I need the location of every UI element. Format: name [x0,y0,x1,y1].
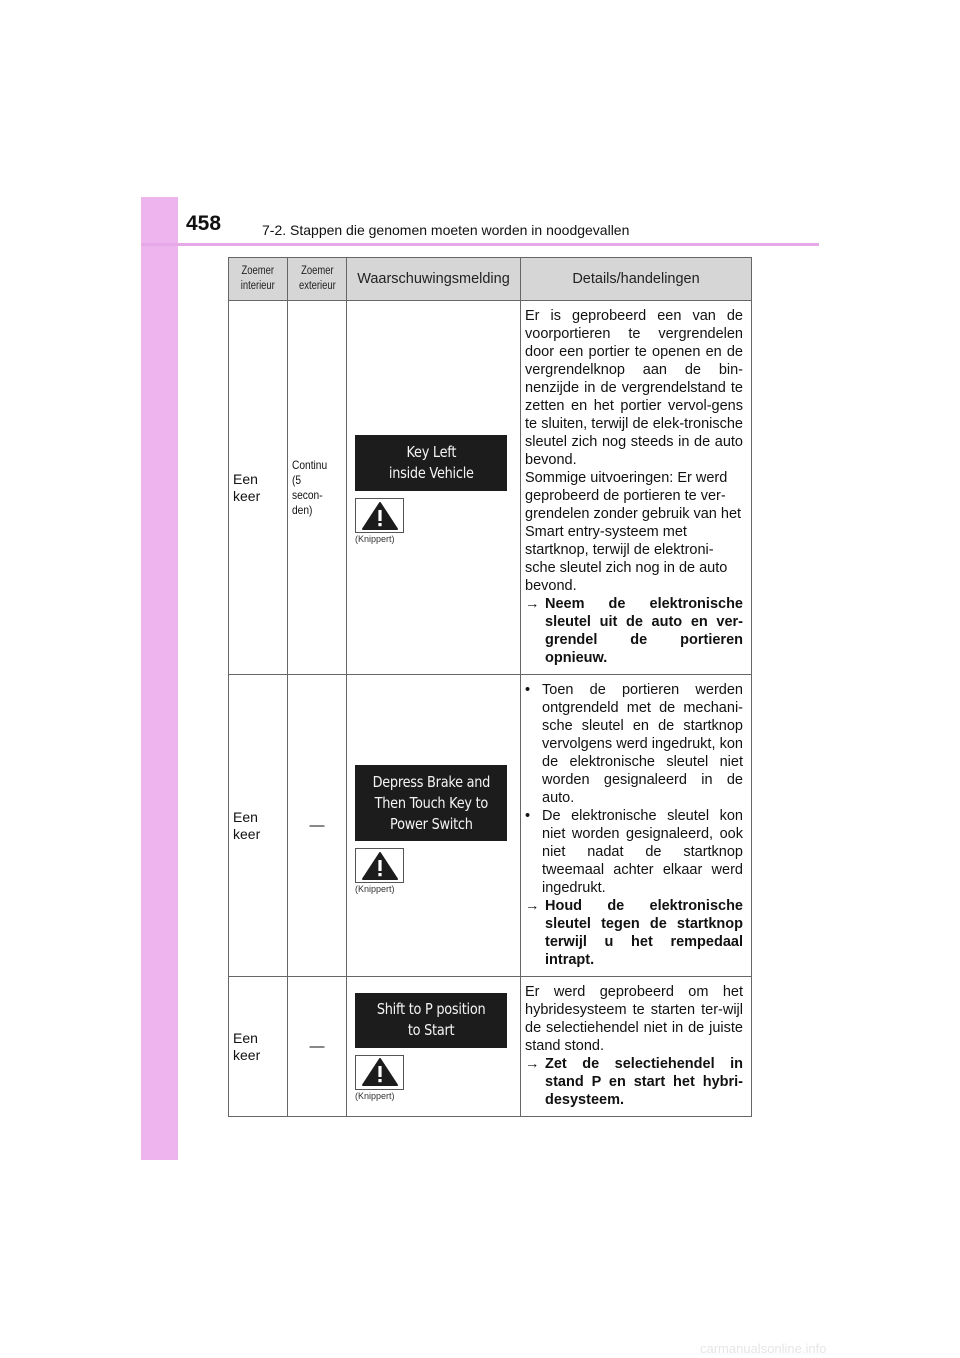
warning-triangle-icon [355,498,404,533]
table-header-row [229,258,752,301]
display-message: Shift to P position to Start [355,993,507,1048]
list-item: • Toen de portieren werden ontgrendeld met de mechani-sche sleutel en de startknop vervolgens werd ingedrukt, kon de elektronische sleutel niet worden gesignaleerd in de auto. [525,682,743,806]
display-message: Depress Brake and Then Touch Key to Power Switch [355,765,507,841]
header-rule [141,243,819,246]
buzzer-exterior-cell: — [288,675,347,977]
blink-caption: (Knippert) [355,1090,395,1101]
details-text-variant: Sommige uitvoeringen: Er werd geprobeerd de portieren te ver-grendelen zonder gebruik van het Smart entry-systeem met startknop, terwijl de elektroni-sche sleutel zich nog in de auto bevond. [525,470,742,594]
header-message: Waarschuwingsmelding [347,258,521,301]
list-item: • De elektronische sleutel kon niet worden gesignaleerd, ook niet nadat de startknop tweemaal achter elkaar werd ingedrukt. [525,808,743,896]
header-buzzer-exterior: Zoemer exterieur [288,258,347,301]
details-cell [521,675,752,977]
buzzer-interior-cell: Een keer [229,301,288,675]
message-cell [347,977,521,1117]
buzzer-interior-cell: Een keer [229,977,288,1117]
details-text: Er werd geprobeerd om het hybridesysteem te starten ter-wijl de selectiehendel niet in de juiste stand stond. [525,984,743,1054]
arrow-icon: → [525,596,540,612]
action-instruction: → Houd de elektronische sleutel tegen de startknop terwijl u het rempedaal intrapt. [525,898,743,968]
chapter-side-tab [141,197,178,1160]
section-title: 7-2. Stappen die genomen moeten worden in noodgevallen [262,222,630,238]
arrow-icon: → [525,1056,540,1072]
details-cell [521,977,752,1117]
message-cell [347,675,521,977]
display-message: Key Left inside Vehicle [355,435,507,491]
table-row [229,675,752,977]
bullet-icon: • [525,808,531,824]
table-row [229,301,752,675]
arrow-icon: → [525,898,540,914]
buzzer-exterior-cell: Continu (5 secon- den) [288,301,347,675]
details-cell [521,301,752,675]
action-instruction: → Neem de elektronische sleutel uit de auto en ver-grendel de portieren opnieuw. [525,596,743,666]
blink-caption: (Knippert) [355,534,395,544]
warning-triangle-icon [355,1055,404,1090]
site-watermark: carmanualsonline.info [700,1341,827,1356]
page-number: 458 [186,212,222,235]
buzzer-interior-cell: Een keer [229,675,288,977]
table-row [229,977,752,1117]
details-text: Er is geprobeerd een van de voorportieren te vergrendelen door een portier te openen en de vergrendelknop aan de bin-nenzijde in de vergrendelstand te zetten en het portier vervol-gens te sluiten, terwijl de elek-tronische sleutel zich nog steeds in de auto bevond. [525,308,743,468]
bullet-icon: • [525,682,531,698]
warning-triangle-icon [355,848,404,883]
action-instruction: → Zet de selectiehendel in stand P en start het hybri-desysteem. [525,1056,743,1108]
header-buzzer-interior: Zoemer interieur [229,258,288,301]
warning-table [228,257,752,1117]
message-cell [347,301,521,675]
blink-caption: (Knippert) [355,884,395,894]
header-details: Details/handelingen [521,258,752,301]
buzzer-exterior-cell: — [288,977,347,1117]
